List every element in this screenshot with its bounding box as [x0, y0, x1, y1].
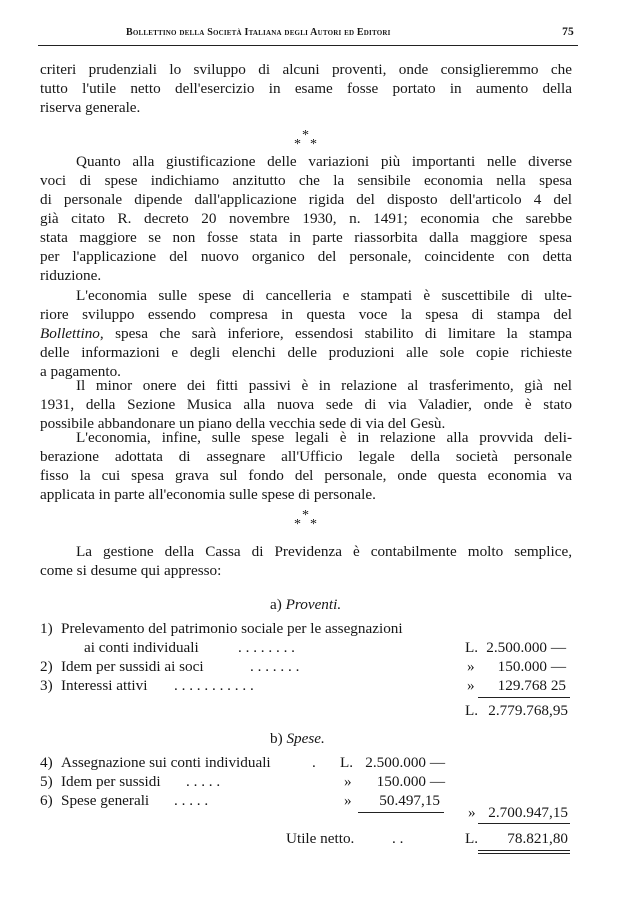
text-line: La gestione della Cassa di Previdenza è contabilmente molto semplice,	[76, 543, 572, 560]
text-line: criteri prudenziali lo sviluppo di alcuni proventi, onde consiglieremmo che	[40, 61, 572, 78]
text-line: berazione adottata di assegnare all'Ufficio legale della società personale	[40, 448, 572, 465]
row-number: 3)	[40, 677, 53, 694]
running-header	[38, 27, 572, 43]
text-line: riore sviluppo essendo compresa in questa voce la spesa di stampa del	[40, 306, 572, 323]
table-row	[40, 754, 580, 773]
asterisk: *	[294, 517, 301, 532]
page-number: 75	[562, 26, 574, 38]
row-number: 2)	[40, 658, 53, 675]
amount: 129.768 25	[497, 677, 566, 694]
text-line: applicata in parte all'economia sulle spese di personale.	[40, 486, 376, 503]
table-row	[40, 773, 580, 792]
table-row	[40, 658, 580, 677]
total-row	[40, 702, 580, 721]
text-line: stata maggiore se non fosse stata in parte riassorbita dalla maggiore spesa	[40, 229, 572, 246]
text-line: riserva generale.	[40, 99, 141, 116]
text-line: Quanto alla giustificazione delle variazioni più importanti nelle diverse	[76, 153, 572, 170]
paragraph-cancelleria	[40, 286, 572, 381]
paragraph-spese-legali	[40, 428, 572, 504]
leader-dots: . . . . . . . .	[238, 639, 295, 656]
text-line: per l'applicazione del nuovo organico del personale, coincidente con detta	[40, 248, 572, 265]
row-label: Interessi attivi	[61, 677, 148, 694]
utile-label: Utile netto.	[286, 830, 355, 847]
leader-dots: . .	[392, 830, 404, 847]
leader-dots: . . . . . . .	[250, 658, 300, 675]
text-line: Bollettino, spesa che sarà inferiore, essendosi stabilito di limitare la stampa	[40, 325, 572, 342]
paragraph-fitti	[40, 376, 572, 433]
text-line: fisso la cui spesa grava sul fondo del personale, onde questa economia va	[40, 467, 572, 484]
asterisk: *	[302, 508, 309, 523]
asterisk: *	[302, 128, 309, 143]
heading-text: Spese.	[286, 730, 325, 747]
row-label: ai conti individuali	[84, 639, 199, 656]
amount: 50.497,15	[379, 792, 440, 809]
currency: »	[467, 677, 475, 694]
amount: 150.000 —	[376, 773, 445, 790]
amount: 2.500.000 —	[365, 754, 445, 771]
row-label: Prelevamento del patrimonio sociale per le assegnazioni	[61, 620, 403, 637]
total-row	[40, 804, 580, 823]
table-row	[40, 639, 580, 658]
text-line: già citato R. decreto 20 novembre 1930, n. 1491; economia che sarebbe	[40, 210, 572, 227]
spese-table	[40, 754, 580, 864]
asterisk: *	[310, 517, 317, 532]
text-line: di personale dipende dall'applicazione rigida del disposto dell'articolo 4 del	[40, 191, 572, 208]
currency: »	[468, 804, 476, 821]
text-line: a pagamento.	[40, 363, 121, 380]
paragraph-cassa	[40, 542, 572, 580]
proventi-table	[40, 620, 580, 720]
asterisk: *	[294, 137, 301, 152]
row-label: Spese generali	[61, 792, 150, 809]
text-line: 1931, della Sezione Musica alla nuova sede di via Valadier, onde è stato	[40, 396, 572, 413]
text-line: delle informazioni e degli elenchi delle produzioni alle sole copie richieste	[40, 344, 572, 361]
amount: 2.500.000 —	[486, 639, 566, 656]
text-line: tutto l'utile netto dell'esercizio in esame fosse portato in aumento della	[40, 80, 572, 97]
spese-heading	[270, 730, 325, 748]
text-line: Il minor onere dei fitti passivi è in relazione al trasferimento, già nel	[76, 377, 572, 394]
row-label: Idem per sussidi ai soci	[61, 658, 204, 675]
row-number: 1)	[40, 620, 53, 637]
currency: L.	[465, 702, 479, 719]
total-amount: 2.779.768,95	[488, 702, 568, 719]
row-number: 4)	[40, 754, 53, 771]
asterism-separator	[292, 508, 322, 530]
double-rule-bottom	[478, 853, 570, 854]
currency: »	[467, 658, 475, 675]
heading-text: Proventi.	[285, 596, 342, 613]
sum-rule	[478, 823, 570, 824]
sum-rule	[478, 697, 570, 698]
header-rule	[38, 45, 578, 46]
heading-letter: b)	[270, 730, 283, 747]
header-title: Bollettino della Società Italiana degli Autori ed Editori	[126, 27, 391, 38]
text-line: voci di spese indichiamo anzitutto che la sensibile economia nella spesa	[40, 172, 572, 189]
currency: L.	[465, 639, 479, 656]
currency: »	[344, 792, 352, 809]
leader-dots: .	[312, 754, 316, 771]
utile-amount: 78.821,80	[507, 830, 568, 847]
text-line: riduzione.	[40, 267, 102, 284]
double-rule-top	[478, 850, 570, 851]
amount: 150.000 —	[497, 658, 566, 675]
text-line: come si desume qui appresso:	[40, 562, 222, 579]
asterisk: *	[310, 137, 317, 152]
row-label: Idem per sussidi	[61, 773, 161, 790]
row-number: 6)	[40, 792, 53, 809]
text-line: L'economia sulle spese di cancelleria e stampati è suscettibile di ulte-	[76, 287, 572, 304]
row-label: Assegnazione sui conti individuali	[61, 754, 271, 771]
currency: L.	[340, 754, 354, 771]
row-number: 5)	[40, 773, 53, 790]
leader-dots: . . . . .	[186, 773, 221, 790]
proventi-heading	[270, 596, 341, 614]
paragraph-variazioni	[40, 152, 572, 285]
text-line: L'economia, infine, sulle spese legali è in relazione alla provvida deli-	[76, 429, 572, 446]
intro-paragraph	[40, 60, 572, 117]
currency: L.	[465, 830, 479, 847]
asterism-separator	[292, 128, 322, 150]
currency: »	[344, 773, 352, 790]
text-line: possibile abbandonare un piano della vecchia sede di via del Gesù.	[40, 415, 446, 432]
leader-dots: . . . . . . . . . . .	[174, 677, 254, 694]
heading-letter: a)	[270, 596, 282, 613]
total-amount: 2.700.947,15	[488, 804, 568, 821]
utile-row	[40, 830, 580, 849]
leader-dots: . . . . .	[174, 792, 209, 809]
table-row	[40, 677, 580, 696]
